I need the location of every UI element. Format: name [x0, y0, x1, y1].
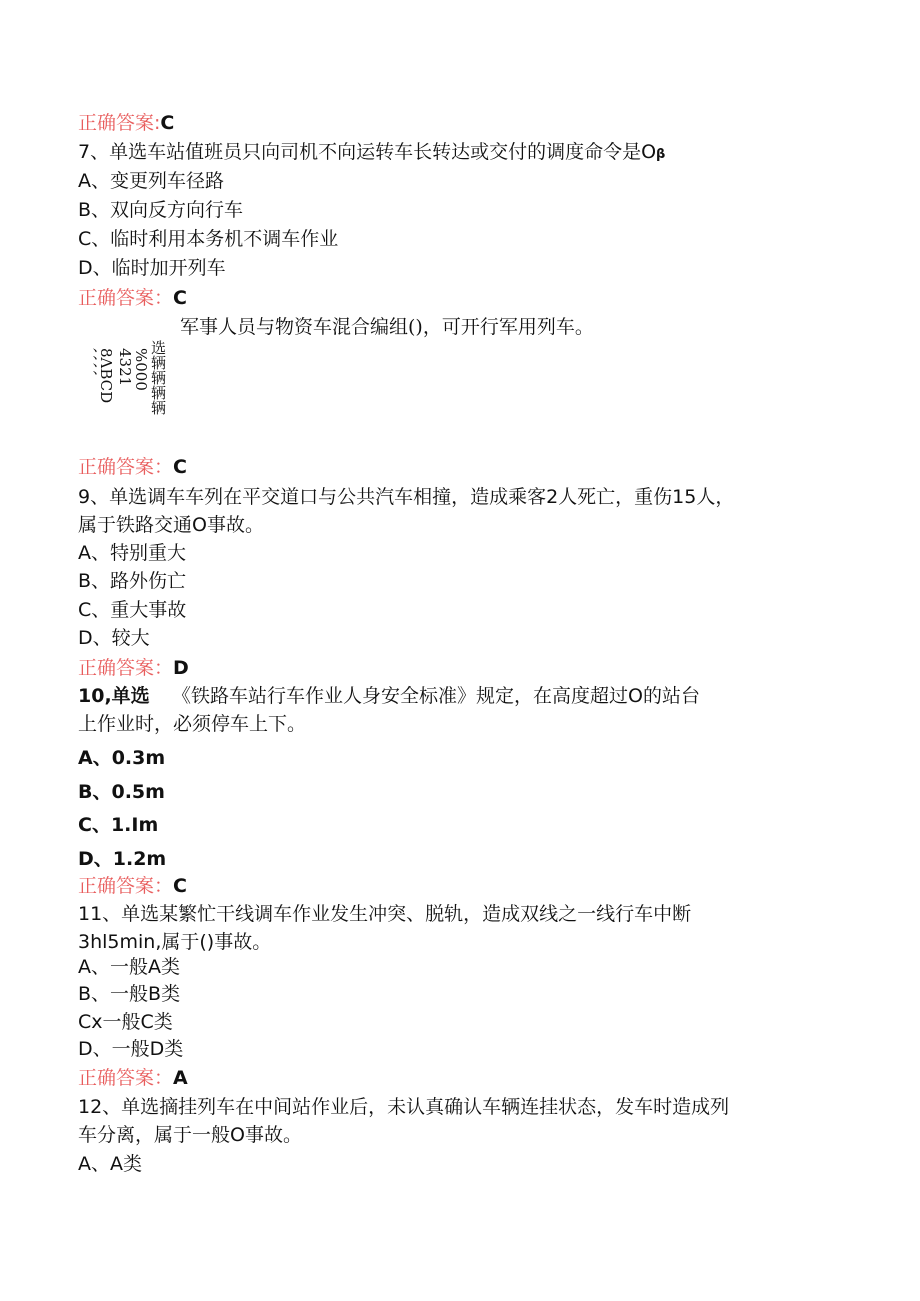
q7-answer [78, 285, 187, 311]
question-10-prefix: 10,单选 [78, 685, 150, 707]
question-10-stem-line-1: 《铁路车站行车作业人身安全标准》规定，在高度超过O的站台 [172, 685, 700, 707]
q8-garbled-column-3: 4321 [116, 348, 134, 387]
q8-garbled-column-1: 、、、、 [81, 348, 99, 386]
q11-option-c: Cx一般C类 [78, 1011, 173, 1033]
answer-line [78, 110, 174, 136]
question-8-stem: 军事人员与物资车混合编组()，可开行军用列车。 [180, 316, 594, 338]
q9-option-b: B、路外伤亡 [78, 570, 187, 592]
q11-option-a: A、一般A类 [78, 956, 180, 978]
answer-value: A [173, 1067, 188, 1089]
q10-option-c: C、1.Im [78, 814, 159, 836]
answer-label: 正确答案： [78, 875, 174, 897]
answer-label: 正确答案: [78, 112, 161, 134]
q7-option-d: D、临时加开列车 [78, 257, 226, 279]
question-12-stem-line-2: 车分离，属于一般O事故。 [78, 1124, 302, 1146]
q11-option-d: D、一般D类 [78, 1038, 184, 1060]
q11-answer [78, 1065, 188, 1091]
q9-option-c: C、重大事故 [78, 599, 187, 621]
answer-value: C [173, 287, 187, 309]
question-10-stem-line-2: 上作业时，必须停车上下。 [78, 713, 307, 735]
q9-option-d: D、较大 [78, 627, 150, 649]
q9-option-a: A、特别重大 [78, 542, 186, 564]
question-11-stem-line-2: 3hl5min,属于()事故。 [78, 931, 272, 953]
q10-option-a: A、0.3m [78, 747, 166, 769]
q8-answer [78, 454, 187, 480]
question-11-stem-line-1: 11、单选某繁忙干线调车作业发生冲突、脱轨，造成双线之一线行车中断 [78, 903, 692, 925]
answer-label: 正确答案： [78, 657, 174, 679]
q8-garbled-column-5: 选辆辆辆辆 [149, 340, 167, 415]
question-7-stem: 7、单选车站值班员只向司机不向运转车长转达或交付的调度命令是Oβ [78, 141, 666, 163]
q10-option-b: B、0.5m [78, 781, 165, 803]
q7-option-b: B、双向反方向行车 [78, 199, 244, 221]
q8-garbled-column-4: %000 [132, 348, 150, 391]
answer-label: 正确答案： [78, 456, 174, 478]
question-9-stem-line-2: 属于铁路交通O事故。 [78, 514, 264, 536]
answer-value: D [173, 657, 189, 679]
answer-value: C [173, 875, 187, 897]
q11-option-b: B、一般B类 [78, 983, 181, 1005]
answer-label: 正确答案： [78, 1067, 174, 1089]
q10-option-d: D、1.2m [78, 848, 167, 870]
answer-value: C [160, 112, 175, 134]
answer-label: 正确答案： [78, 287, 174, 309]
q10-answer [78, 873, 187, 899]
question-9-stem-line-1: 9、单选调车车列在平交道口与公共汽车相撞，造成乘客2人死亡，重伤15人， [78, 486, 735, 508]
q7-option-a: A、变更列车径路 [78, 170, 224, 192]
q7-option-c: C、临时利用本务机不调车作业 [78, 228, 339, 250]
q12-option-a: A、A类 [78, 1153, 142, 1175]
q8-garbled-column-2: 8ΛBCD [97, 348, 115, 404]
q9-answer [78, 655, 189, 681]
question-12-stem-line-1: 12、单选摘挂列车在中间站作业后，未认真确认车辆连挂状态，发车时造成列 [78, 1096, 730, 1118]
answer-value: C [173, 456, 187, 478]
